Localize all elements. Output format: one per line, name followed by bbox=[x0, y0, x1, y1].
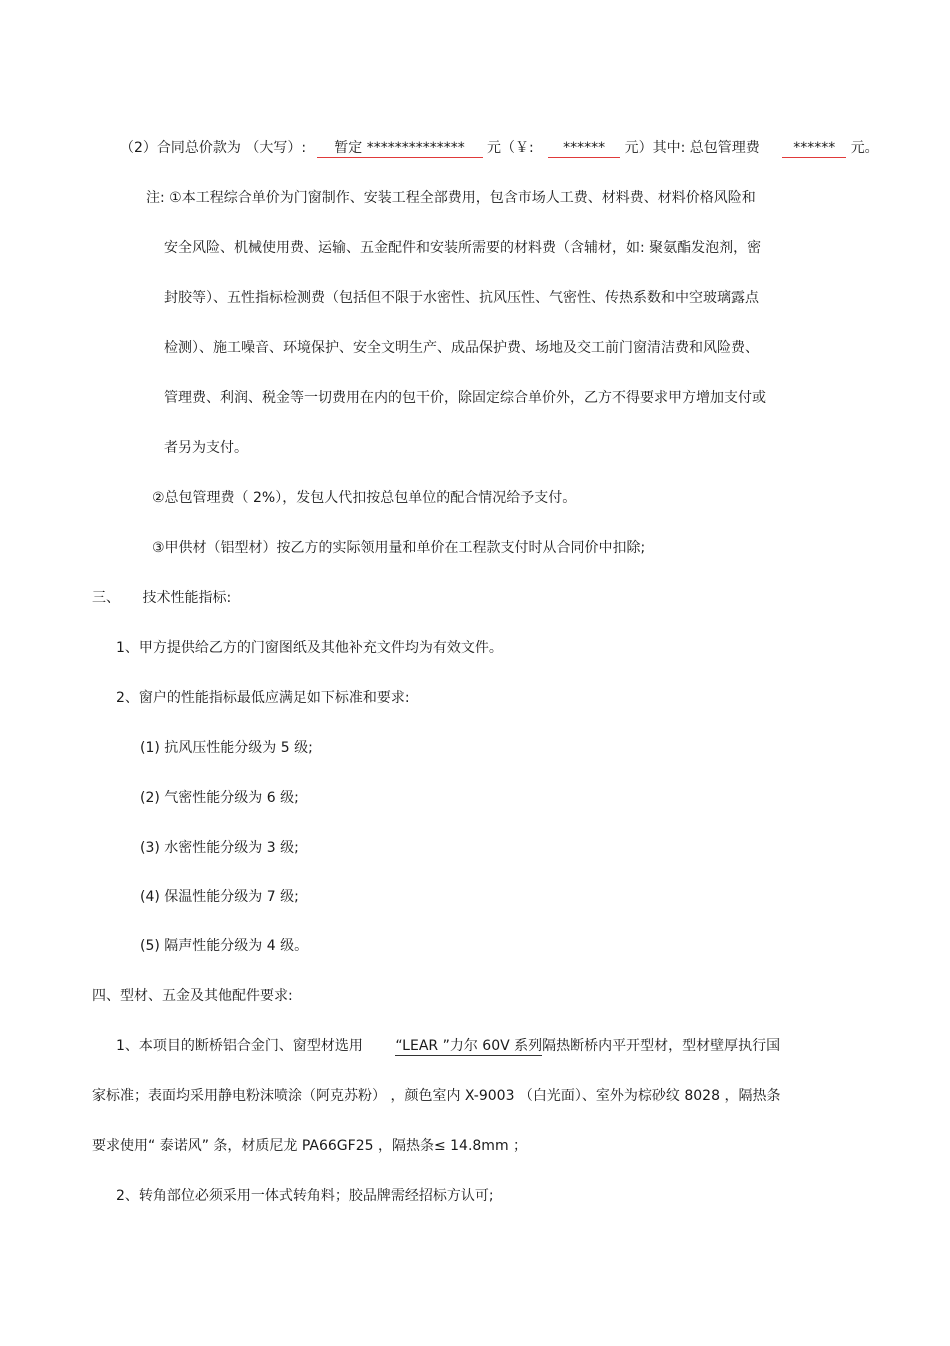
note-3: ③甲供材（铝型材）按乙方的实际领用量和单价在工程款支付时从合同价中扣除; bbox=[152, 540, 646, 556]
section-4-item-2: 2、转角部位必须采用一体式转角料；胶品牌需经招标方认可; bbox=[116, 1188, 494, 1204]
grade-wind-pressure: (1) 抗风压性能分级为 5 级; bbox=[140, 740, 313, 756]
profile-brand-field: “LEAR ”力尔 60V 系列 bbox=[395, 1038, 543, 1054]
management-fee-label: 元）其中: 总包管理费 bbox=[624, 140, 760, 156]
section-3-item-2: 2、窗户的性能指标最低应满足如下标准和要求: bbox=[116, 690, 410, 706]
section-4-item-1-line-3: 要求使用“ 泰诺风” 条，材质尼龙 PA66GF25 ，隔热条≤ 14.8mm ； bbox=[92, 1138, 528, 1154]
grade-insulation: (4) 保温性能分级为 7 级; bbox=[140, 889, 299, 905]
yuan-open-label: 元（￥: bbox=[486, 140, 534, 156]
profile-description: 隔热断桥内平开型材，型材壁厚执行国 bbox=[542, 1038, 781, 1054]
profile-selection-label: 1、本项目的断桥铝合金门、窗型材选用 bbox=[116, 1038, 363, 1054]
section-4-item-1-line-2: 家标准；表面均采用静电粉沫喷涂（阿克苏粉） ，颜色室内 X-9003 （白光面）、室外为棕砂纹 8028 ，隔热条 bbox=[92, 1088, 781, 1104]
management-fee-field: ****** bbox=[782, 139, 846, 158]
section-4-heading: 四、型材、五金及其他配件要求: bbox=[92, 988, 293, 1004]
section-3-title: 技术性能指标: bbox=[142, 590, 232, 606]
amount-in-words-field: 暂定 ************** bbox=[317, 139, 483, 158]
yuan-suffix-label: 元。 bbox=[850, 140, 879, 156]
grade-air-tightness: (2) 气密性能分级为 6 级; bbox=[140, 790, 299, 806]
section-3-number: 三、 bbox=[92, 590, 120, 606]
grade-sound-insulation: (5) 隔声性能分级为 4 级。 bbox=[140, 938, 309, 954]
section-3-item-1: 1、甲方提供给乙方的门窗图纸及其他补充文件均为有效文件。 bbox=[116, 640, 503, 656]
section-4-item-1-line-1 bbox=[116, 1036, 780, 1056]
note-1-line-3: 封胶等）、五性指标检测费（包括但不限于水密性、抗风压性、气密性、传热系数和中空玻璃露点 bbox=[164, 290, 759, 306]
grade-water-tightness: (3) 水密性能分级为 3 级; bbox=[140, 840, 299, 856]
note-1-line-1: 注: ①本工程综合单价为门窗制作、安装工程全部费用，包含市场人工费、材料费、材料价格风险和 bbox=[146, 190, 756, 206]
note-1-line-5: 管理费、利润、税金等一切费用在内的包干价，除固定综合单价外，乙方不得要求甲方增加支付或 bbox=[164, 390, 766, 406]
note-2: ②总包管理费（ 2%），发包人代扣按总包单位的配合情况给予支付。 bbox=[152, 490, 577, 506]
total-price-line bbox=[120, 138, 879, 158]
note-1-line-6: 者另为支付。 bbox=[164, 440, 248, 456]
note-1-line-2: 安全风险、机械使用费、运输、五金配件和安装所需要的材料费（含辅材，如: 聚氨酯发泡剂，密 bbox=[164, 240, 762, 256]
section-3-heading bbox=[92, 588, 231, 608]
amount-number-field: ****** bbox=[548, 139, 620, 158]
note-1-line-4: 检测）、施工噪音、环境保护、安全文明生产、成品保护费、场地及交工前门窗清洁费和风险费、 bbox=[164, 340, 759, 356]
total-price-label: （2）合同总价款为 （大写）: bbox=[120, 140, 307, 156]
